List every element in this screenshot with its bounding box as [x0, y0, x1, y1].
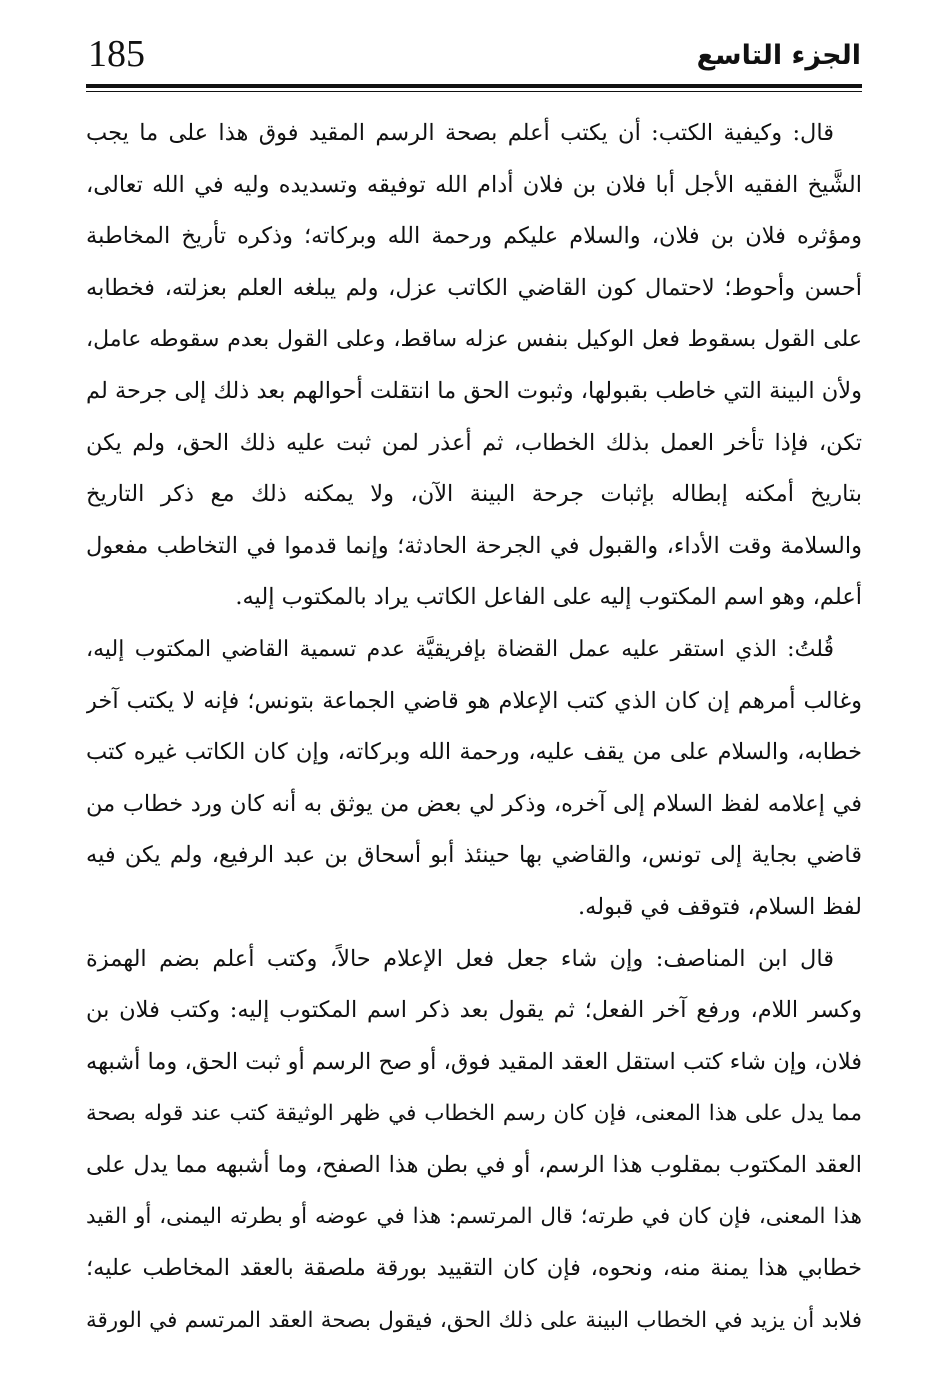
- text-line: مما يدل على هذا المعنى، فإن كان رسم الخطاب في ظهر الوثيقة كتب عند قوله بصحة: [86, 1101, 862, 1127]
- text-line: فلابد أن يزيد في الخطاب البينة على ذلك الحق، فيقول بصحة العقد المرتسم في الورقة: [86, 1307, 862, 1333]
- paragraph-1: [86, 108, 862, 624]
- text-line: وكسر اللام، ورفع آخر الفعل؛ ثم يقول بعد ذكر اسم المكتوب إليه: وكتب فلان بن: [86, 997, 862, 1024]
- text-line: قاضي بجاية إلى تونس، والقاضي بها حينئذ أبو أسحاق بن عبد الرفيع، ولم يكن فيه: [86, 842, 862, 869]
- paragraph-3: [86, 934, 862, 1347]
- header-rule-thin: [86, 91, 862, 92]
- running-title: الجزء التاسع: [696, 40, 861, 71]
- text-line: قال ابن المناصف: وإن شاء جعل فعل الإعلام حالاً، وكتب أعلم بضم الهمزة: [86, 945, 834, 972]
- text-line: والسلامة وقت الأداء، والقبول في الجرحة الحادثة؛ وإنما قدموا في التخاطب مفعول: [86, 532, 862, 559]
- text-line: العقد المكتوب بمقلوب هذا الرسم، أو في بطن هذا الصفح، وما أشبهه مما يدل على: [86, 1151, 862, 1178]
- text-line: أعلم، وهو اسم المكتوب إليه على الفاعل الكاتب يراد بالمكتوب إليه.: [235, 584, 862, 611]
- text-line: تكن، فإذا تأخر العمل بذلك الخطاب، ثم أعذر لمن ثبت عليه ذلك الحق، ولم يكن: [86, 429, 862, 456]
- text-line: بتاريخ أمكنه إبطاله بإثبات جرحة البينة الآن، ولا يمكنه ذلك مع ذكر التاريخ: [86, 481, 862, 508]
- header-rule-thick: [86, 84, 862, 88]
- paragraph-2: [86, 624, 862, 934]
- text-line: قُلتُ: الذي استقر عليه عمل القضاة بإفريقيَّة عدم تسمية القاضي المكتوب إليه،: [86, 636, 834, 662]
- text-line: وغالب أمرهم إن كان الذي كتب الإعلام هو قاضي الجماعة بتونس؛ فإنه لا يكتب آخر: [86, 687, 862, 714]
- text-line: هذا المعنى، فإن كان في طرته؛ قال المرتسم: هذا في عوضه أو بطرته اليمنى، أو القيد: [86, 1204, 862, 1230]
- text-line: في إعلامه لفظ السلام إلى آخره، وذكر لي بعض من يوثق به أنه كان ورد خطاب من: [86, 790, 862, 817]
- text-line: خطابه، والسلام على من يقف عليه، ورحمة الله وبركاته، وإن كان الكاتب غيره كتب: [86, 739, 862, 766]
- text-line: الشَّيخ الفقيه الأجل أبا فلان بن فلان أدام الله توفيقه وتسديده وليه في الله تعالى،: [86, 171, 862, 198]
- text-line: ومؤثره فلان بن فلان، والسلام عليكم ورحمة الله وبركاته؛ وذكره تأريخ المخاطبة: [86, 223, 862, 250]
- text-line: لفظ السلام، فتوقف في قبوله.: [578, 893, 862, 920]
- text-line: فلان، وإن شاء كتب استقل العقد المقيد فوق، أو صح الرسم أو ثبت الحق، وما أشبهه: [86, 1048, 862, 1075]
- text-line: ولأن البينة التي خاطب بقبولها، وثبوت الحق ما انتقلت أحوالهم بعد ذلك إلى جرحة لم: [86, 377, 862, 404]
- text-line: على القول بسقوط فعل الوكيل بنفس عزله ساقط، وعلى القول بعدم سقوطه عامل،: [86, 327, 862, 353]
- page-header: [88, 32, 861, 82]
- text-line: قال: وكيفية الكتب: أن يكتب أعلم بصحة الرسم المقيد فوق هذا على ما يجب: [86, 120, 834, 146]
- page-number: 185: [88, 33, 145, 75]
- text-line: أحسن وأحوط؛ لاحتمال كون القاضي الكاتب عزل، ولم يبلغه العلم بعزلته، فخطابه: [86, 274, 862, 301]
- body-text: [86, 108, 862, 1376]
- text-line: خطابي هذا يمنة منه، ونحوه، فإن كان التقييد بورقة ملصقة بالعقد المخاطب عليه؛: [86, 1255, 862, 1282]
